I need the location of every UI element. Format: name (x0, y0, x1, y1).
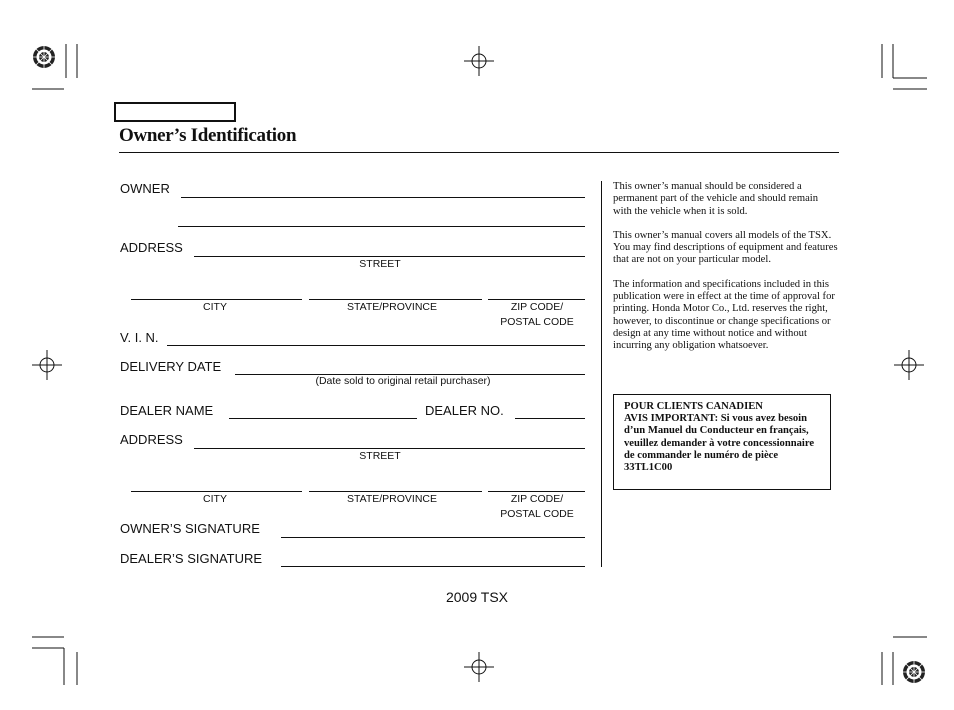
dealer-zip-field[interactable] (488, 491, 585, 492)
dealer-name-field[interactable] (229, 418, 417, 419)
section-tab-box (114, 102, 236, 122)
delivery-caption: (Date sold to original retail purchaser) (315, 375, 491, 387)
city-field[interactable] (131, 299, 302, 300)
dealer-no-field[interactable] (515, 418, 585, 419)
owner-label: OWNER (120, 181, 170, 196)
page-footer: 2009 TSX (445, 589, 508, 605)
sidebar-text (613, 181, 839, 365)
registration-crosshair-icon (32, 350, 62, 380)
state-caption: STATE/PROVINCE (346, 301, 438, 313)
owner-signature-label: OWNER’S SIGNATURE (120, 521, 260, 536)
street-caption: STREET (359, 258, 401, 270)
canadian-notice-box (613, 394, 831, 490)
sidebar-paragraph: This owner’s manual covers all models of the TSX. You may find descriptions of equipment and features that are not on your particular model. (613, 229, 838, 266)
state-field[interactable] (309, 299, 482, 300)
sidebar-paragraph: The information and specifications included in this publication were in effect at the time of approval for printing. Honda Motor Co., Ltd. reserves the right, however, to discontinue or change specifications or design at any time without notice and without incurring any obligation whatsoever. (613, 278, 835, 352)
owner-signature-field[interactable] (281, 537, 585, 538)
vin-label: V. I. N. (120, 330, 159, 345)
dealer-postal-caption: POSTAL CODE (500, 508, 574, 520)
zip-caption: ZIP CODE/ (510, 301, 564, 313)
owner-field-2[interactable] (178, 226, 585, 227)
dealer-name-label: DEALER NAME (120, 403, 214, 418)
dealer-address-label: ADDRESS (120, 432, 183, 447)
owner-field[interactable] (181, 197, 585, 198)
dealer-zip-caption: ZIP CODE/ (510, 493, 564, 505)
zip-field[interactable] (488, 299, 585, 300)
column-divider (601, 181, 602, 567)
dealer-state-caption: STATE/PROVINCE (346, 493, 438, 505)
vin-field[interactable] (167, 345, 585, 346)
registration-target-icon (901, 659, 927, 685)
street-field[interactable] (194, 256, 585, 257)
registration-crosshair-icon (464, 46, 494, 76)
page-title: Owner’s Identification (119, 125, 297, 146)
dealer-state-field[interactable] (309, 491, 482, 492)
dealer-city-caption: CITY (203, 493, 227, 505)
postal-caption: POSTAL CODE (500, 316, 574, 328)
sidebar-paragraph: This owner’s manual should be considered a permanent part of the vehicle and should remain with the vehicle when it is sold. (613, 181, 819, 217)
registration-target-icon (31, 44, 57, 70)
title-rule (119, 152, 839, 153)
dealer-signature-label: DEALER’S SIGNATURE (120, 551, 263, 566)
city-caption: CITY (203, 301, 227, 313)
registration-crosshair-icon (464, 652, 494, 682)
dealer-city-field[interactable] (131, 491, 302, 492)
registration-crosshair-icon (894, 350, 924, 380)
notice-body: AVIS IMPORTANT: Si vous avez besoin d’un Manuel du Conducteur en français, veuillez demander à votre concessionnaire de commander le numéro de pièce 33TL1C00 (624, 413, 815, 474)
notice-heading: POUR CLIENTS CANADIEN (624, 401, 763, 412)
dealer-signature-field[interactable] (281, 566, 585, 567)
dealer-street-caption: STREET (359, 450, 401, 462)
address-label: ADDRESS (120, 240, 183, 255)
dealer-no-label: DEALER NO. (425, 403, 504, 418)
dealer-street-field[interactable] (194, 448, 585, 449)
delivery-date-label: DELIVERY DATE (120, 359, 222, 374)
